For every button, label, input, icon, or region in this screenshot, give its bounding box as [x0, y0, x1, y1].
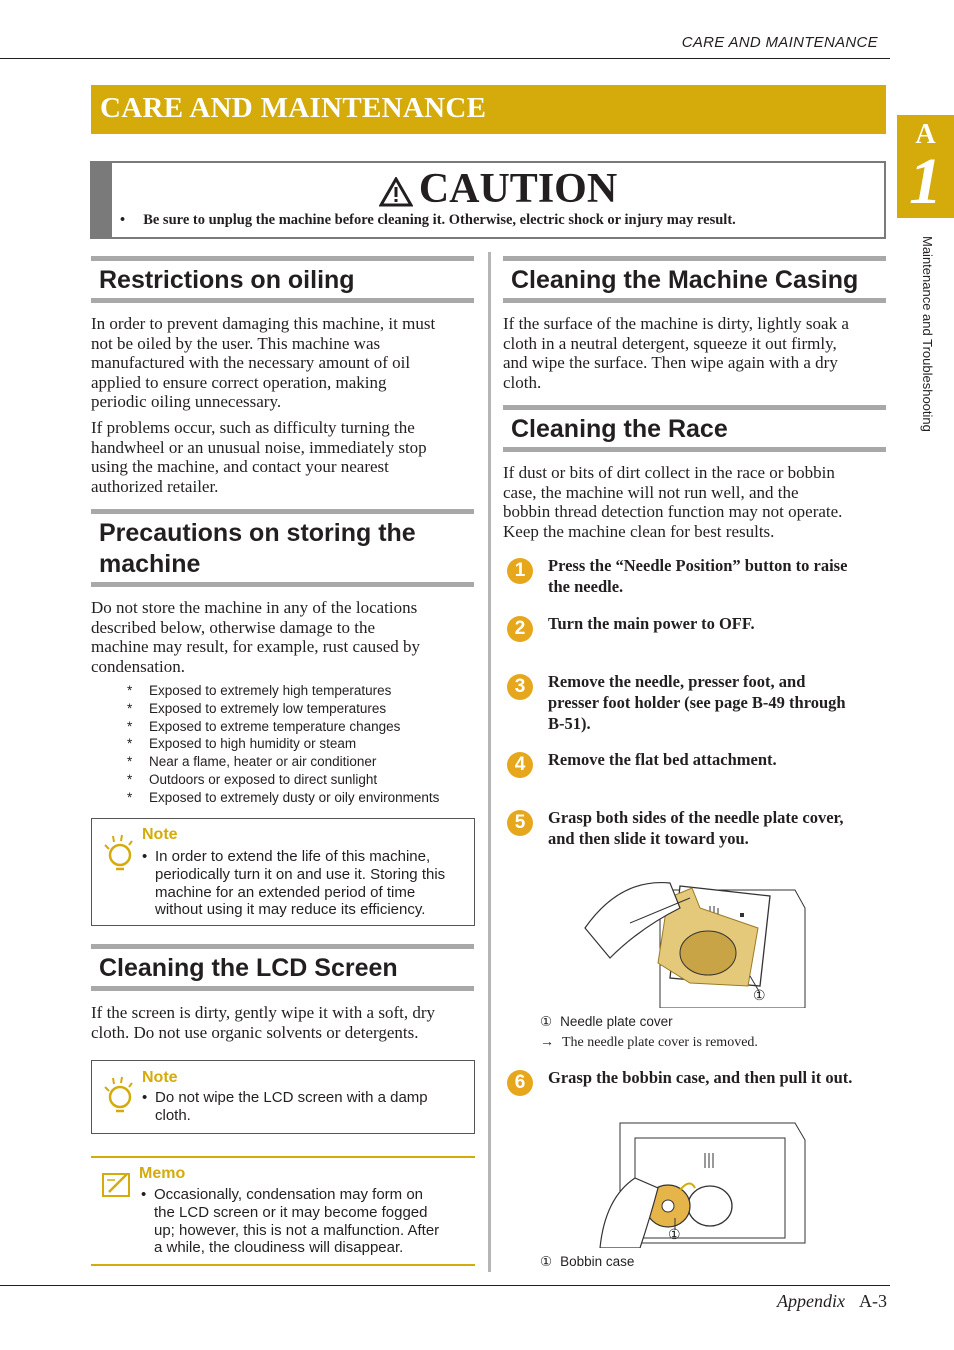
step-number: 5 [507, 810, 533, 836]
list-item: * Exposed to extreme temperature changes [127, 718, 439, 736]
step-text: Turn the main power to OFF. [548, 614, 755, 633]
running-header: CARE AND MAINTENANCE [681, 34, 878, 51]
note-box-storing [91, 818, 475, 926]
list-item: * Near a flame, heater or air conditioner [127, 753, 439, 771]
chapter-tab [897, 115, 954, 218]
header-rule [0, 58, 890, 59]
list-item: * Exposed to extremely high temperatures [127, 682, 439, 700]
step-text: Press the “Needle Position” button to raise the needle. [548, 556, 848, 596]
memo-pencil-icon [101, 1170, 133, 1198]
note-box-lcd [91, 1060, 475, 1134]
casing-paragraph: If the surface of the machine is dirty, lightly soak a cloth in a neutral detergent, squeeze it out firmly, and wipe the surface. Then wipe again with a dry cloth. [503, 314, 849, 392]
lightbulb-icon [102, 1075, 136, 1115]
bobbin-case-illustration [580, 1118, 810, 1248]
memo-label: Memo [139, 1165, 186, 1182]
step-number: 4 [507, 752, 533, 778]
column-divider [488, 252, 491, 1272]
section-heading-oiling: Restrictions on oiling [91, 256, 474, 303]
note-text: • In order to extend the life of this machine, periodically turn it on and use it. Storing this machine for an extended period of time without using it may reduce its efficiency. [142, 848, 445, 919]
list-item: * Outdoors or exposed to direct sunlight [127, 771, 439, 789]
figure-result: → The needle plate cover is removed. [540, 1035, 758, 1050]
caution-box [90, 161, 886, 239]
list-item: * Exposed to high humidity or steam [127, 735, 439, 753]
note-label: Note [142, 1069, 178, 1086]
step-number: 3 [507, 674, 533, 700]
storing-paragraph: Do not store the machine in any of the locations described below, otherwise damage to the machine may result, for example, rust caused by condensation. [91, 598, 421, 676]
figure-caption: ① Bobbin case [540, 1254, 635, 1269]
lcd-paragraph: If the screen is dirty, gently wipe it with a soft, dry cloth. Do not use organic solvents or detergents. [91, 1003, 436, 1042]
section-heading-casing: Cleaning the Machine Casing [503, 256, 886, 303]
step-number: 1 [507, 558, 533, 584]
step-text: Remove the flat bed attachment. [548, 750, 777, 769]
section-heading-storing: Precautions on storing the machine [91, 509, 474, 587]
footer [777, 1291, 887, 1312]
oiling-paragraph-1: In order to prevent damaging this machine, it must not be oiled by the user. This machine was manufactured with the necessary amount of oil applied to ensure correct operation, making periodic oiling unnecessary. [91, 314, 436, 411]
footer-section: Appendix [777, 1291, 845, 1311]
chapter-side-label: Maintenance and Troubleshooting [920, 236, 935, 432]
step-text: Grasp both sides of the needle plate cover, and then slide it toward you. [548, 808, 844, 848]
caution-heading-row [112, 165, 884, 213]
list-item: * Exposed to extremely low temperatures [127, 700, 439, 718]
banner-title: CARE AND MAINTENANCE [100, 92, 487, 124]
oiling-paragraph-2: If problems occur, such as difficulty turning the handwheel or an unusual noise, immediately stop using the machine, and contact your nearest authorized retailer. [91, 418, 427, 496]
warning-triangle-icon [379, 177, 413, 207]
footer-rule [0, 1285, 890, 1286]
caution-text: • Be sure to unplug the machine before cleaning it. Otherwise, electric shock or injury may result. [120, 212, 736, 228]
lightbulb-icon [102, 833, 136, 873]
page-number: A-3 [859, 1291, 887, 1311]
step-number: 2 [507, 616, 533, 642]
callout-marker: ① [753, 987, 766, 1003]
chapter-letter: A [915, 119, 936, 150]
step-text: Remove the needle, presser foot, and presser foot holder (see page B-49 through B-51). [548, 672, 846, 733]
race-paragraph: If dust or bits of dirt collect in the race or bobbin case, the machine will not run well, and the bobbin thread detection function may not operate. Keep the machine clean for best results. [503, 463, 843, 541]
step-number: 6 [507, 1070, 533, 1096]
chapter-number: 1 [909, 145, 942, 218]
callout-marker: ① [668, 1226, 681, 1242]
note-label: Note [142, 826, 178, 843]
figure-caption: ① Needle plate cover [540, 1014, 673, 1029]
needle-plate-cover-illustration [580, 868, 810, 1008]
memo-text: • Occasionally, condensation may form on the LCD screen or it may become fogged up; however, this is not a malfunction. After a while, the cloudiness will disappear. [141, 1186, 439, 1257]
caution-heading: CAUTION [418, 166, 618, 212]
storing-list [127, 682, 439, 807]
note-text: • Do not wipe the LCD screen with a damp cloth. [142, 1089, 428, 1125]
section-heading-lcd: Cleaning the LCD Screen [91, 944, 474, 991]
step-text: Grasp the bobbin case, and then pull it out. [548, 1068, 853, 1087]
memo-box [91, 1156, 475, 1266]
list-item: * Exposed to extremely dusty or oily environments [127, 789, 439, 807]
section-banner [91, 85, 886, 134]
section-heading-race: Cleaning the Race [503, 405, 886, 452]
